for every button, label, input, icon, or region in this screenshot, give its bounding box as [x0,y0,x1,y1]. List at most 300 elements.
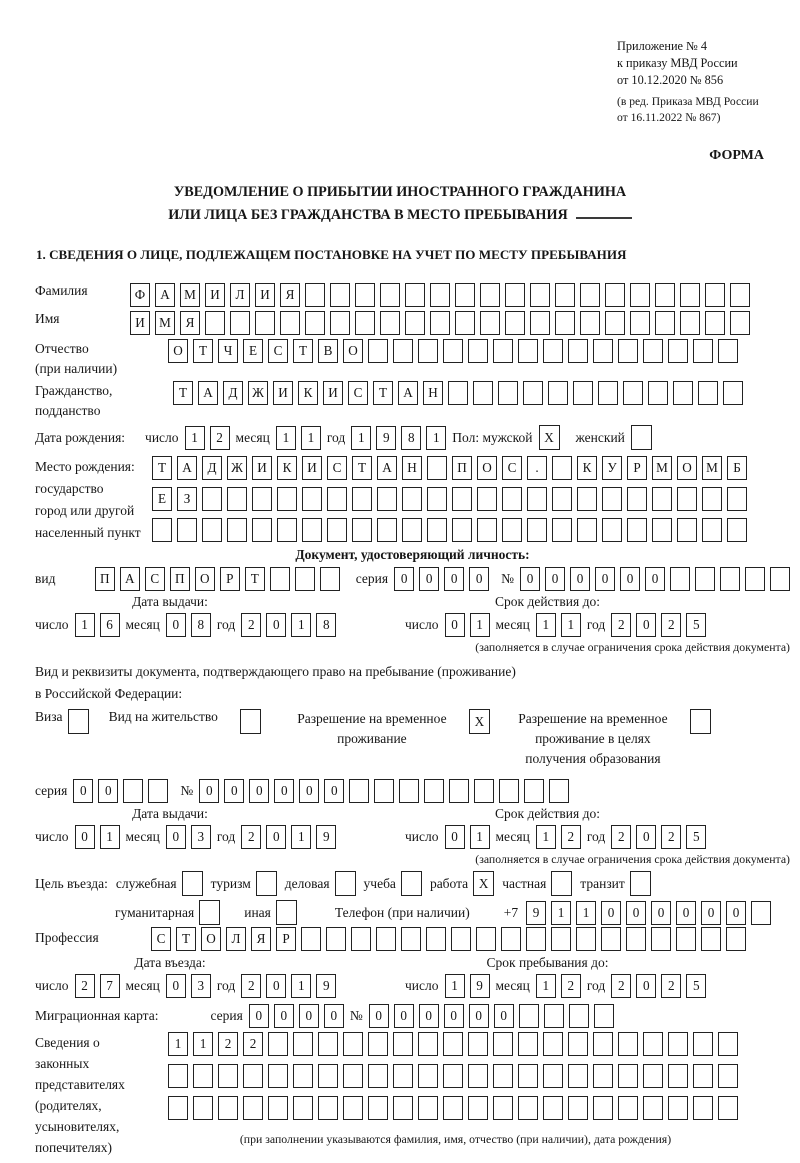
char-cell[interactable]: 8 [401,426,421,450]
char-cell[interactable] [343,1032,363,1056]
char-cell[interactable] [468,339,488,363]
char-cell[interactable]: И [255,283,275,307]
char-cell[interactable]: 0 [444,1004,464,1028]
char-cell[interactable]: 0 [636,974,656,998]
char-cell[interactable]: 9 [316,825,336,849]
char-cell[interactable] [277,518,297,542]
char-cell[interactable]: 0 [636,825,656,849]
char-cell[interactable] [426,927,446,951]
char-cell[interactable] [673,381,693,405]
purpose-business-checkbox[interactable] [335,871,356,896]
char-cell[interactable] [518,1032,538,1056]
char-cell[interactable]: В [318,339,338,363]
char-cell[interactable] [727,487,747,511]
char-cell[interactable]: 1 [168,1032,188,1056]
char-cell[interactable] [355,311,375,335]
char-cell[interactable]: 2 [561,974,581,998]
char-cell[interactable]: 0 [266,974,286,998]
purpose-study-checkbox[interactable] [401,871,422,896]
char-cell[interactable] [374,779,394,803]
char-cell[interactable] [630,283,650,307]
char-cell[interactable] [418,1064,438,1088]
char-cell[interactable] [580,283,600,307]
char-cell[interactable] [477,487,497,511]
char-cell[interactable]: Т [193,339,213,363]
char-cell[interactable]: 0 [419,567,439,591]
char-cell[interactable]: О [343,339,363,363]
char-cell[interactable] [268,1032,288,1056]
char-cell[interactable] [152,518,172,542]
char-cell[interactable] [598,381,618,405]
char-cell[interactable] [676,927,696,951]
male-checkbox[interactable]: X [539,425,560,450]
char-cell[interactable]: 0 [469,1004,489,1028]
char-cell[interactable]: И [130,311,150,335]
char-cell[interactable]: 7 [100,974,120,998]
char-cell[interactable] [524,779,544,803]
char-cell[interactable]: 0 [445,613,465,637]
char-cell[interactable] [280,311,300,335]
char-cell[interactable] [368,339,388,363]
char-cell[interactable] [655,311,675,335]
char-cell[interactable] [568,1032,588,1056]
char-cell[interactable] [443,1032,463,1056]
char-cell[interactable] [351,927,371,951]
char-cell[interactable] [493,339,513,363]
char-cell[interactable]: 1 [470,825,490,849]
char-cell[interactable]: О [477,456,497,480]
char-cell[interactable]: 0 [274,1004,294,1028]
char-cell[interactable] [523,381,543,405]
char-cell[interactable]: 0 [636,613,656,637]
char-cell[interactable] [343,1096,363,1120]
char-cell[interactable] [418,1096,438,1120]
char-cell[interactable]: П [170,567,190,591]
char-cell[interactable] [377,487,397,511]
char-cell[interactable]: 0 [75,825,95,849]
char-cell[interactable]: 8 [191,613,211,637]
char-cell[interactable]: 2 [241,613,261,637]
char-cell[interactable]: 0 [73,779,93,803]
char-cell[interactable]: Я [251,927,271,951]
char-cell[interactable]: М [652,456,672,480]
char-cell[interactable] [455,311,475,335]
char-cell[interactable] [668,1096,688,1120]
char-cell[interactable]: 3 [191,825,211,849]
temp-residence-edu-checkbox[interactable] [690,709,711,734]
char-cell[interactable] [569,1004,589,1028]
char-cell[interactable]: 2 [661,825,681,849]
char-cell[interactable] [695,567,715,591]
char-cell[interactable] [252,518,272,542]
char-cell[interactable]: 1 [536,613,556,637]
char-cell[interactable] [493,1096,513,1120]
char-cell[interactable] [430,283,450,307]
char-cell[interactable] [393,1032,413,1056]
char-cell[interactable]: Р [276,927,296,951]
char-cell[interactable] [551,927,571,951]
char-cell[interactable]: Е [152,487,172,511]
char-cell[interactable] [618,1032,638,1056]
char-cell[interactable] [627,518,647,542]
char-cell[interactable] [424,779,444,803]
char-cell[interactable]: Т [352,456,372,480]
char-cell[interactable] [418,339,438,363]
char-cell[interactable] [502,518,522,542]
char-cell[interactable]: 2 [243,1032,263,1056]
char-cell[interactable] [548,381,568,405]
char-cell[interactable]: 6 [100,613,120,637]
char-cell[interactable] [443,1096,463,1120]
char-cell[interactable]: М [180,283,200,307]
char-cell[interactable]: К [577,456,597,480]
char-cell[interactable] [518,1064,538,1088]
char-cell[interactable] [519,1004,539,1028]
char-cell[interactable]: 0 [369,1004,389,1028]
char-cell[interactable] [618,1096,638,1120]
char-cell[interactable]: А [398,381,418,405]
char-cell[interactable] [568,1064,588,1088]
purpose-humanitarian-checkbox[interactable] [199,900,220,925]
char-cell[interactable] [474,779,494,803]
char-cell[interactable] [218,1064,238,1088]
char-cell[interactable]: 0 [394,567,414,591]
char-cell[interactable] [499,779,519,803]
char-cell[interactable] [702,487,722,511]
char-cell[interactable] [718,1032,738,1056]
char-cell[interactable] [698,381,718,405]
char-cell[interactable] [405,283,425,307]
char-cell[interactable]: 0 [651,901,671,925]
female-checkbox[interactable] [631,425,652,450]
char-cell[interactable] [648,381,668,405]
char-cell[interactable] [368,1064,388,1088]
char-cell[interactable]: Л [230,283,250,307]
char-cell[interactable]: 0 [199,779,219,803]
char-cell[interactable] [277,487,297,511]
char-cell[interactable]: 1 [445,974,465,998]
char-cell[interactable] [168,1096,188,1120]
char-cell[interactable] [505,283,525,307]
char-cell[interactable]: 0 [419,1004,439,1028]
char-cell[interactable] [527,487,547,511]
char-cell[interactable] [627,487,647,511]
char-cell[interactable]: 2 [210,426,230,450]
char-cell[interactable] [376,927,396,951]
char-cell[interactable] [501,927,521,951]
char-cell[interactable]: 0 [726,901,746,925]
char-cell[interactable] [405,311,425,335]
char-cell[interactable] [705,311,725,335]
char-cell[interactable] [443,1064,463,1088]
char-cell[interactable] [177,518,197,542]
char-cell[interactable]: 1 [536,825,556,849]
char-cell[interactable] [668,1032,688,1056]
visa-checkbox[interactable] [68,709,89,734]
char-cell[interactable]: 0 [626,901,646,925]
char-cell[interactable] [393,1064,413,1088]
char-cell[interactable] [349,779,369,803]
char-cell[interactable]: 1 [193,1032,213,1056]
char-cell[interactable] [623,381,643,405]
char-cell[interactable] [193,1064,213,1088]
char-cell[interactable] [655,283,675,307]
char-cell[interactable] [602,487,622,511]
char-cell[interactable]: Ж [227,456,247,480]
char-cell[interactable] [148,779,168,803]
char-cell[interactable] [602,518,622,542]
char-cell[interactable]: 1 [470,613,490,637]
char-cell[interactable] [193,1096,213,1120]
char-cell[interactable] [727,518,747,542]
temp-residence-checkbox[interactable]: X [469,709,490,734]
char-cell[interactable] [168,1064,188,1088]
char-cell[interactable]: 2 [611,825,631,849]
char-cell[interactable] [668,339,688,363]
char-cell[interactable] [330,283,350,307]
char-cell[interactable]: 0 [166,825,186,849]
char-cell[interactable]: Л [226,927,246,951]
char-cell[interactable]: 0 [520,567,540,591]
char-cell[interactable]: 0 [324,1004,344,1028]
char-cell[interactable]: З [177,487,197,511]
char-cell[interactable] [577,487,597,511]
char-cell[interactable] [594,1004,614,1028]
char-cell[interactable]: 9 [316,974,336,998]
char-cell[interactable] [318,1064,338,1088]
char-cell[interactable]: 1 [291,613,311,637]
char-cell[interactable]: 0 [545,567,565,591]
char-cell[interactable] [543,1096,563,1120]
char-cell[interactable] [327,487,347,511]
char-cell[interactable] [568,1096,588,1120]
char-cell[interactable] [580,311,600,335]
char-cell[interactable] [430,311,450,335]
char-cell[interactable] [449,779,469,803]
char-cell[interactable]: С [151,927,171,951]
char-cell[interactable] [693,1096,713,1120]
char-cell[interactable] [293,1064,313,1088]
purpose-private-checkbox[interactable] [551,871,572,896]
char-cell[interactable] [593,1032,613,1056]
char-cell[interactable] [268,1096,288,1120]
char-cell[interactable] [468,1096,488,1120]
char-cell[interactable]: Ф [130,283,150,307]
char-cell[interactable] [227,518,247,542]
char-cell[interactable]: Т [152,456,172,480]
char-cell[interactable] [330,311,350,335]
char-cell[interactable]: 0 [266,613,286,637]
char-cell[interactable]: А [155,283,175,307]
char-cell[interactable] [723,381,743,405]
char-cell[interactable]: 8 [316,613,336,637]
char-cell[interactable] [745,567,765,591]
char-cell[interactable] [393,339,413,363]
purpose-transit-checkbox[interactable] [630,871,651,896]
char-cell[interactable] [305,283,325,307]
char-cell[interactable] [680,311,700,335]
char-cell[interactable] [427,487,447,511]
char-cell[interactable]: И [323,381,343,405]
char-cell[interactable] [368,1096,388,1120]
char-cell[interactable]: Р [627,456,647,480]
char-cell[interactable] [380,311,400,335]
char-cell[interactable]: 2 [241,825,261,849]
char-cell[interactable] [530,283,550,307]
char-cell[interactable] [549,779,569,803]
char-cell[interactable]: Н [423,381,443,405]
char-cell[interactable]: 0 [570,567,590,591]
char-cell[interactable]: С [145,567,165,591]
char-cell[interactable]: 0 [299,779,319,803]
char-cell[interactable]: 0 [98,779,118,803]
char-cell[interactable] [552,487,572,511]
char-cell[interactable] [352,518,372,542]
char-cell[interactable]: Ж [248,381,268,405]
char-cell[interactable]: 0 [645,567,665,591]
char-cell[interactable]: 0 [494,1004,514,1028]
char-cell[interactable]: 1 [291,825,311,849]
char-cell[interactable] [302,518,322,542]
char-cell[interactable]: И [302,456,322,480]
char-cell[interactable]: А [377,456,397,480]
char-cell[interactable] [527,518,547,542]
char-cell[interactable] [318,1096,338,1120]
char-cell[interactable]: 1 [536,974,556,998]
char-cell[interactable] [293,1096,313,1120]
char-cell[interactable] [227,487,247,511]
char-cell[interactable] [377,518,397,542]
char-cell[interactable]: Ч [218,339,238,363]
char-cell[interactable] [643,1096,663,1120]
char-cell[interactable] [544,1004,564,1028]
char-cell[interactable]: С [268,339,288,363]
char-cell[interactable] [243,1096,263,1120]
char-cell[interactable] [530,311,550,335]
char-cell[interactable]: И [273,381,293,405]
char-cell[interactable]: Е [243,339,263,363]
char-cell[interactable] [593,1096,613,1120]
char-cell[interactable] [305,311,325,335]
char-cell[interactable]: 2 [611,613,631,637]
char-cell[interactable]: 1 [291,974,311,998]
char-cell[interactable] [630,311,650,335]
char-cell[interactable] [427,456,447,480]
char-cell[interactable]: 9 [526,901,546,925]
char-cell[interactable] [493,1064,513,1088]
char-cell[interactable] [618,1064,638,1088]
char-cell[interactable]: 9 [470,974,490,998]
char-cell[interactable] [651,927,671,951]
char-cell[interactable] [476,927,496,951]
char-cell[interactable] [670,567,690,591]
char-cell[interactable]: Д [223,381,243,405]
char-cell[interactable] [393,1096,413,1120]
char-cell[interactable] [605,311,625,335]
char-cell[interactable]: 1 [100,825,120,849]
char-cell[interactable] [730,283,750,307]
char-cell[interactable]: 0 [601,901,621,925]
char-cell[interactable] [770,567,790,591]
char-cell[interactable]: Н [402,456,422,480]
char-cell[interactable]: 0 [701,901,721,925]
char-cell[interactable]: Т [293,339,313,363]
char-cell[interactable] [401,927,421,951]
char-cell[interactable]: О [201,927,221,951]
char-cell[interactable]: 0 [676,901,696,925]
char-cell[interactable] [718,1064,738,1088]
char-cell[interactable]: К [277,456,297,480]
char-cell[interactable] [477,518,497,542]
char-cell[interactable] [573,381,593,405]
char-cell[interactable] [576,927,596,951]
char-cell[interactable] [473,381,493,405]
char-cell[interactable]: 9 [376,426,396,450]
char-cell[interactable] [123,779,143,803]
char-cell[interactable]: 0 [620,567,640,591]
char-cell[interactable] [320,567,340,591]
char-cell[interactable] [555,283,575,307]
char-cell[interactable] [255,311,275,335]
char-cell[interactable] [526,927,546,951]
char-cell[interactable] [399,779,419,803]
char-cell[interactable]: М [155,311,175,335]
char-cell[interactable]: 0 [249,779,269,803]
char-cell[interactable] [493,1032,513,1056]
char-cell[interactable] [543,1032,563,1056]
char-cell[interactable] [718,339,738,363]
char-cell[interactable]: 1 [561,613,581,637]
char-cell[interactable] [726,927,746,951]
char-cell[interactable]: Т [245,567,265,591]
char-cell[interactable]: 0 [444,567,464,591]
char-cell[interactable] [468,1064,488,1088]
char-cell[interactable]: И [205,283,225,307]
char-cell[interactable]: М [702,456,722,480]
char-cell[interactable]: 0 [595,567,615,591]
char-cell[interactable] [702,518,722,542]
char-cell[interactable] [252,487,272,511]
char-cell[interactable] [618,339,638,363]
char-cell[interactable]: А [198,381,218,405]
char-cell[interactable]: 5 [686,825,706,849]
char-cell[interactable] [343,1064,363,1088]
char-cell[interactable]: 1 [351,426,371,450]
char-cell[interactable] [218,1096,238,1120]
char-cell[interactable] [518,1096,538,1120]
char-cell[interactable]: А [177,456,197,480]
char-cell[interactable] [643,1064,663,1088]
char-cell[interactable] [652,487,672,511]
char-cell[interactable] [326,927,346,951]
char-cell[interactable]: Р [220,567,240,591]
char-cell[interactable] [677,487,697,511]
char-cell[interactable]: 0 [469,567,489,591]
char-cell[interactable]: Я [180,311,200,335]
char-cell[interactable]: Т [373,381,393,405]
char-cell[interactable] [302,487,322,511]
char-cell[interactable]: 0 [445,825,465,849]
char-cell[interactable] [443,339,463,363]
char-cell[interactable]: П [95,567,115,591]
char-cell[interactable]: 0 [224,779,244,803]
char-cell[interactable] [243,1064,263,1088]
char-cell[interactable] [480,311,500,335]
char-cell[interactable] [355,283,375,307]
char-cell[interactable] [418,1032,438,1056]
char-cell[interactable] [427,518,447,542]
char-cell[interactable] [295,567,315,591]
